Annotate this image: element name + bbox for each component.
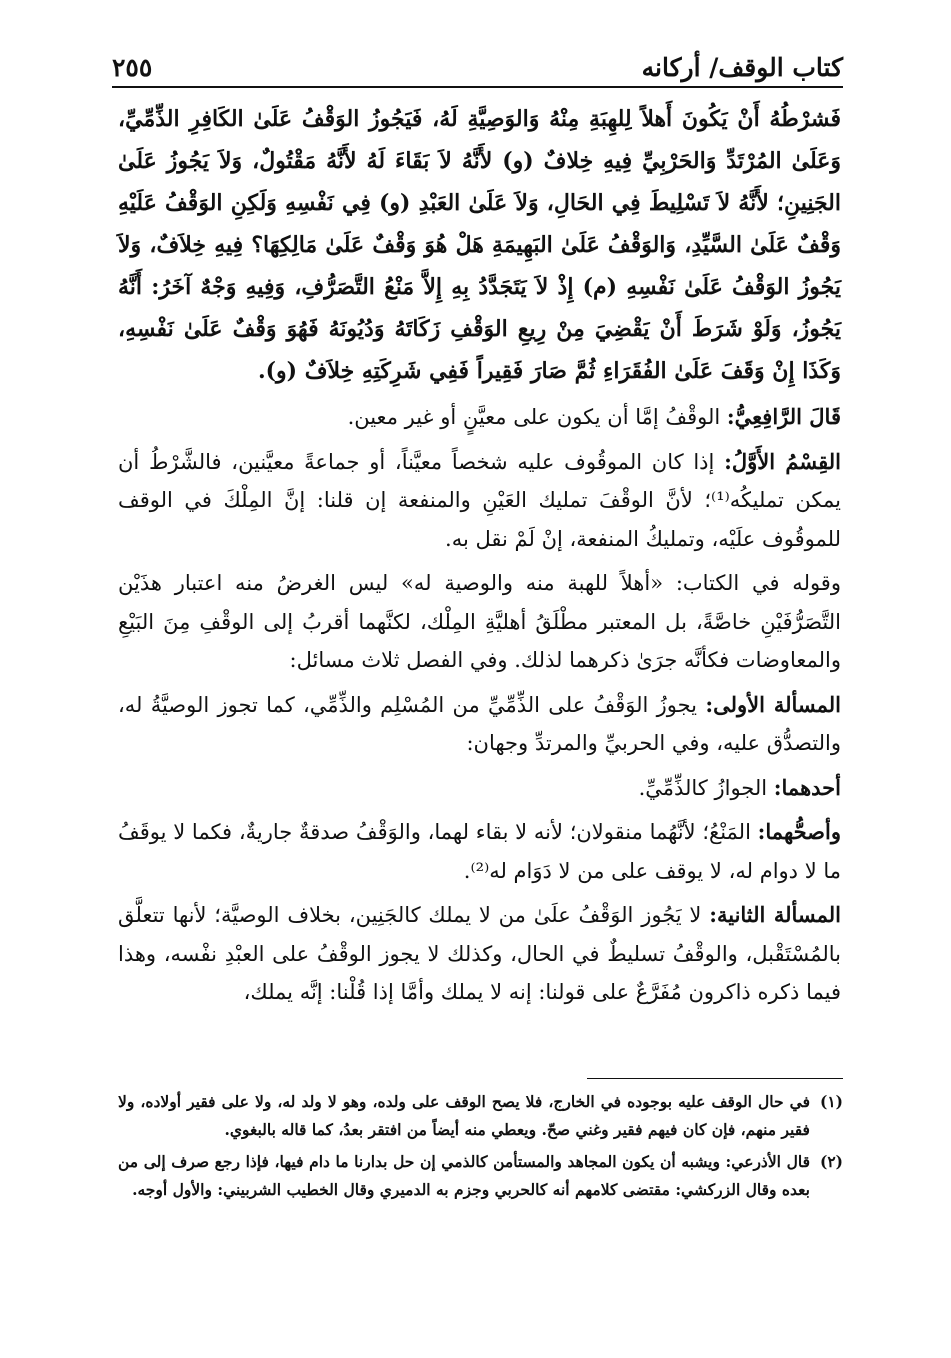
footnote-text: في حال الوقف عليه بوجوده في الخارج، فلا يصح الوقف على ولده، وهو لا ولد له، ولا على فقير أولاده، ولا فقير منهم، فإن كان فيهم فقير وغني صحّ. ويعطي منه أيضاً من افتقر بعدُ، كما قاله بالبغوي. <box>118 1092 810 1139</box>
commentary-paragraph <box>118 896 841 1012</box>
paragraph-text: يجوزُ الوَقْفُ على الذِّمِّيِّ من المُسْلِم والذِّمِّي، كما تجوز الوصيَّةُ له، والتصدُّق عليه، وفي الحربيِّ والمرتدِّ وجهان: <box>118 692 841 755</box>
paragraph-text: الجوازُ كالذِّمِّيِّ. <box>638 775 774 800</box>
paragraph-text: الوقْفُ إمَّا أن يكون على معيَّنٍ أو غير معين. <box>347 405 727 429</box>
commentary-paragraph <box>118 813 841 890</box>
paragraph-text: وقوله في الكتاب: «أهلاً للهبة منه والوصية له» ليس الغرضُ منه اعتبار هذَيْن التَّصَرُّفَيْنِ خاصَّةً، بل المعتبر مطْلَقُ أهليَّةِ المِلْك، لكنَّهما أقربُ إلى الوقْفِ مِنَ البَيْعِ والمعاوضات فكأنَّه جرَىٰ ذكرهما لذلك. وفي الفصل ثلاث مسائل: <box>118 571 841 672</box>
page-body <box>118 98 841 1018</box>
commentary-paragraph <box>118 443 841 559</box>
commentary-paragraph <box>118 398 841 437</box>
footnotes <box>118 1088 843 1208</box>
paragraph-label: أحدهما: <box>773 774 841 800</box>
running-title: كتاب الوقف/ أركانه <box>641 53 843 82</box>
paragraph-text: لا يَجُوز الوَقْفُ علَىٰ من لا يملك كالجَنِين، بخلاف الوصيَّة؛ لأنها تتعلَّق بالمُسْتَقْبل، والوقْفُ تسليطٌ في الحال، وكذلك لا يجوز الوقْفُ على العبْدِ نفْسه، وهذا فيما ذكره ذاكرون مُفَرَّعٌ على قولنا: إنه لا يملك وأمَّا إذا قُلْنا: إنَّه يملك، <box>118 903 841 1004</box>
footnote <box>118 1148 843 1204</box>
paragraph-label: المسألة الثانية: <box>709 902 841 927</box>
footnote-number: (١) <box>819 1092 843 1111</box>
paragraph-label: المسألة الأولى: <box>705 691 841 717</box>
paragraph-text: إذا كان الموقُوف عليه شخصاً معيَّناً، أو جماعةً معيَّنين، فالشَّرْطُ أن يمكن تمليكُه⁽¹⁾؛ لأنَّ الوقْفَ تمليك العَيْنِ والمنفعة إن قلنا: إنَّ المِلْكَ في الوقف للموقُوف علَيْه، وتمليكُ المنفعة، إنْ لَمْ نقل به. <box>118 449 841 551</box>
main-text-paragraph: فَشرْطُهُ أَنْ يَكُونَ أَهلاً لِلهِبَةِ مِنْهُ وَالوَصِيَّةِ لَهُ، فَيَجُوزُ الوَقْفُ عَلَىٰ الكَافِرِ الذِّمِّيِّ، وَعَلَىٰ المُرْتَدِّ وَالحَرْبِيِّ فِيهِ خِلافٌ (و) لأَنَّهُ لاَ بَقَاءَ لَهُ لأَنَّهُ مَقْتُولٌ، وَلاَ يَجُوزُ عَلَىٰ الجَنِينِ؛ لأَنَّهُ لاَ تَسْلِيطَ فِي الحَالِ، وَلاَ عَلَىٰ العَبْدِ (و) فِي نَفْسِهِ وَلَكِنِ الوَقْفُ عَلَيْهِ وَقْفٌ عَلَىٰ السَّيِّدِ، وَالوَقْفُ عَلَىٰ البَهِيمَةِ هَلْ هُوَ وَقْفٌ عَلَىٰ مَالِكِهَا؟ فِيهِ خِلاَفٌ، وَلاَ يَجُوزُ الوَقْفُ عَلَىٰ نَفْسِهِ (م) إِذْ لاَ يَتَجَدَّدُ بِهِ إِلاَّ مَنْعُ التَّصَرُّفِ، وَفِيهِ وَجْهٌ آخَرُ: أَنَّهُ يَجُوزُ، وَلَوْ شَرَطَ أَنْ يَقْضِيَ مِنْ رِيعِ الوَقْفِ زَكَاتَهُ وَدُيُونَهُ فَهُوَ وَقْفٌ عَلَىٰ نَفْسِهِ، وَكَذَا إِنْ وَقَفَ عَلَىٰ الفُقَرَاءِ ثُمَّ صَارَ فَقِيراً فَفِي شَرِكَتِهِ خِلاَفٌ (و). <box>118 106 841 384</box>
paragraph-label: القِسْمُ الأَوَّلُ: <box>724 448 841 474</box>
footnote-number: (٢) <box>819 1152 843 1171</box>
footnote-text: قال الأذرعي: ويشبه أن يكون المجاهد والمستأمن كالذمي إن حل بدارنا ما دام فيها، فإذا رجع صرف إلى من بعده وقال الزركشي: مقتضى كلامهم أنه كالحربي وجزم به الدميري وقال الخطيب الشربيني: والأول أوجه. <box>118 1152 810 1199</box>
paragraph-label: وأصحُّهما: <box>757 819 841 844</box>
page-header <box>112 38 843 88</box>
page-number: ٢٥٥ <box>112 53 153 82</box>
commentary-paragraph <box>118 769 841 808</box>
footnote <box>118 1088 843 1144</box>
paragraph-text: المَنْعُ؛ لأنَّهُما منقولان؛ لأنه لا بقاء لهما، والوَقْفُ صدقةٌ جاريةٌ، فكما لا يوقَفُ ما لا دوام له، لا يوقف على من لا دَوَام له⁽²⁾. <box>118 820 841 883</box>
footnote-divider <box>587 1078 843 1079</box>
paragraph-label: قَالَ الرَّافِعِيُّ: <box>726 404 841 429</box>
commentary-paragraph <box>118 564 841 680</box>
commentary-paragraph <box>118 686 841 763</box>
